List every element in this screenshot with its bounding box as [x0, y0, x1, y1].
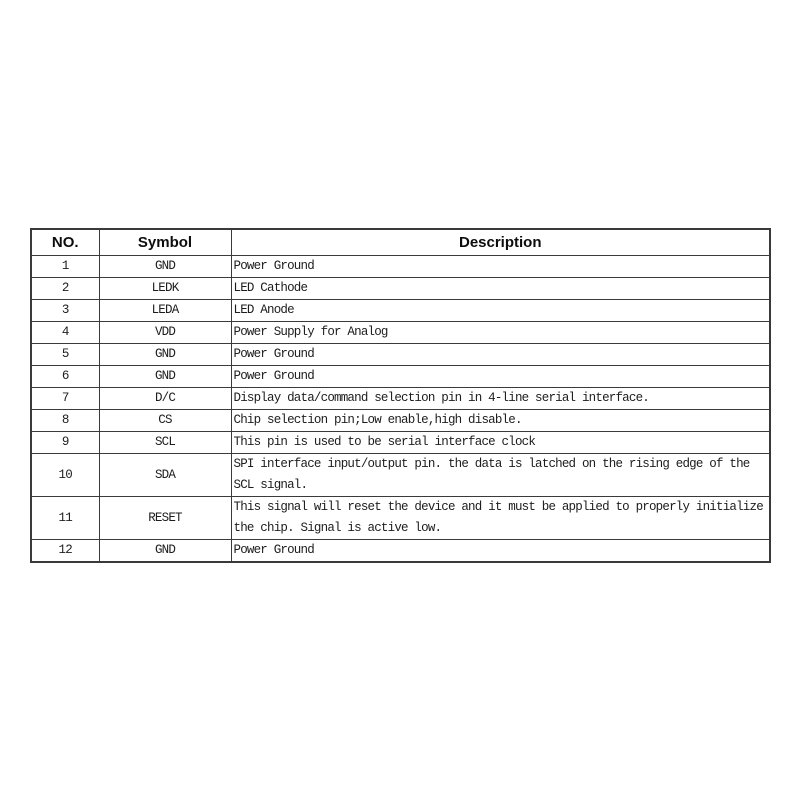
pin-symbol-cell: GND: [99, 540, 231, 563]
pin-description-cell: [231, 540, 770, 563]
pin-number-cell: 1: [31, 256, 99, 278]
pin-description-cell: [231, 366, 770, 388]
pin-symbol-cell: LEDA: [99, 300, 231, 322]
header-row: [31, 229, 770, 256]
pin-number-cell: 12: [31, 540, 99, 563]
description-line: Power Ground: [233, 259, 314, 273]
pin-table-body: [31, 256, 770, 563]
table-row: [31, 540, 770, 563]
description-line: This signal will reset the device and it must be applied to properly initialize: [233, 500, 763, 514]
pin-symbol-cell: GND: [99, 256, 231, 278]
pin-number-cell: 5: [31, 344, 99, 366]
pin-number-cell: 4: [31, 322, 99, 344]
description-line: Power Ground: [233, 347, 314, 361]
table-row: [31, 256, 770, 278]
table-row: [31, 497, 770, 540]
pin-symbol-cell: D/C: [99, 388, 231, 410]
description-line: the chip. Signal is active low.: [233, 521, 442, 535]
table-row: [31, 454, 770, 497]
pin-symbol-cell: LEDK: [99, 278, 231, 300]
column-header-description: Description: [231, 229, 770, 256]
pin-symbol-cell: GND: [99, 344, 231, 366]
pin-description-cell: [231, 256, 770, 278]
column-header-symbol: Symbol: [99, 229, 231, 256]
table-row: [31, 278, 770, 300]
description-line: LED Cathode: [233, 281, 308, 295]
pin-description-cell: [231, 344, 770, 366]
pin-number-cell: 9: [31, 432, 99, 454]
pin-description-table: [30, 228, 771, 563]
table-row: [31, 300, 770, 322]
pin-number-cell: 10: [31, 454, 99, 497]
pin-description-cell: [231, 454, 770, 497]
description-line: SPI interface input/output pin. the data is latched on the rising edge of the: [233, 457, 750, 471]
pin-description-cell: [231, 432, 770, 454]
table-row: [31, 366, 770, 388]
pin-number-cell: 3: [31, 300, 99, 322]
description-line: Display data/command selection pin in 4-line serial interface.: [233, 391, 649, 405]
pin-description-cell: [231, 322, 770, 344]
table-header: [31, 229, 770, 256]
pin-symbol-cell: CS: [99, 410, 231, 432]
pin-description-cell: [231, 497, 770, 540]
pin-symbol-cell: VDD: [99, 322, 231, 344]
description-line: Chip selection pin;Low enable,high disable.: [233, 413, 522, 427]
description-line: SCL signal.: [233, 478, 308, 492]
pin-number-cell: 8: [31, 410, 99, 432]
pin-number-cell: 2: [31, 278, 99, 300]
pin-symbol-cell: RESET: [99, 497, 231, 540]
table-row: [31, 344, 770, 366]
description-line: This pin is used to be serial interface clock: [233, 435, 536, 449]
table-row: [31, 432, 770, 454]
table-row: [31, 322, 770, 344]
table-row: [31, 388, 770, 410]
pin-number-cell: 7: [31, 388, 99, 410]
pin-description-cell: [231, 410, 770, 432]
pin-description-cell: [231, 278, 770, 300]
pin-number-cell: 11: [31, 497, 99, 540]
description-line: LED Anode: [233, 303, 294, 317]
pin-description-cell: [231, 388, 770, 410]
pin-number-cell: 6: [31, 366, 99, 388]
description-line: Power Ground: [233, 369, 314, 383]
pin-description-cell: [231, 300, 770, 322]
table-row: [31, 410, 770, 432]
column-header-no: NO.: [31, 229, 99, 256]
pin-symbol-cell: SDA: [99, 454, 231, 497]
pin-symbol-cell: SCL: [99, 432, 231, 454]
description-line: Power Supply for Analog: [233, 325, 388, 339]
description-line: Power Ground: [233, 543, 314, 557]
pin-symbol-cell: GND: [99, 366, 231, 388]
